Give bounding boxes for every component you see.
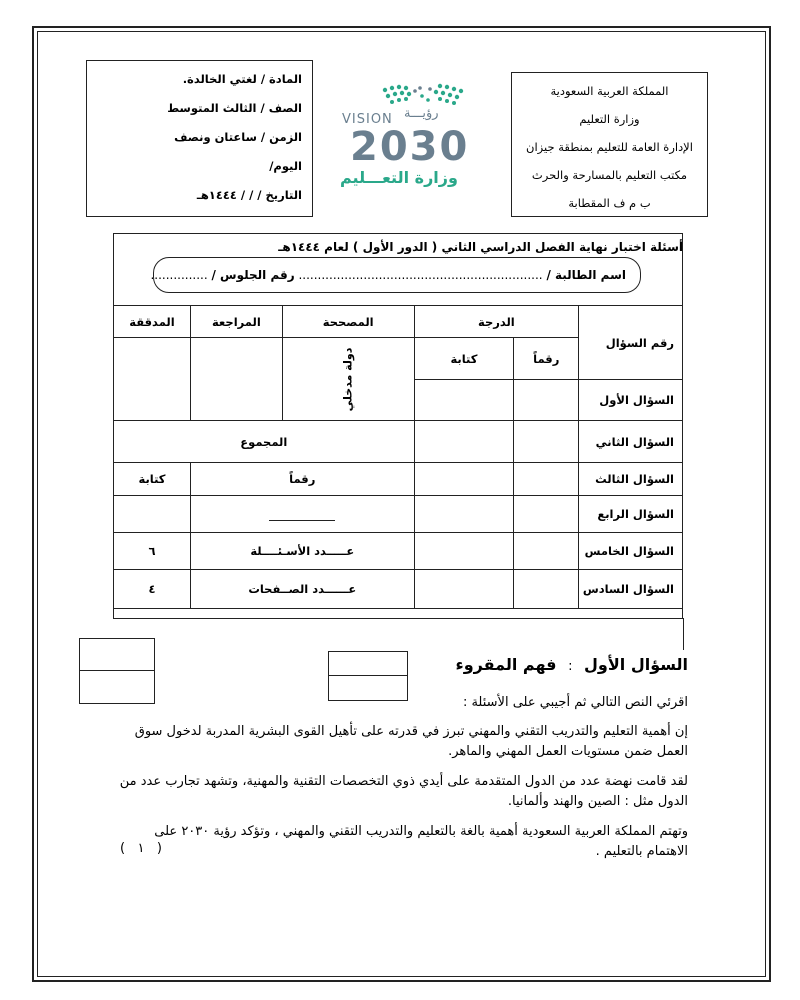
question-1-mark: ( ١ ) <box>120 841 162 856</box>
header-school-box <box>511 72 708 217</box>
table-row <box>114 306 683 338</box>
total-digits-line <box>269 520 335 521</box>
corrector-signature-cell <box>282 338 414 421</box>
grade-words-cell[interactable] <box>414 533 514 570</box>
vision-word: VISION <box>342 112 393 127</box>
subject-field: المادة / لغتي الخالدة. <box>182 72 302 86</box>
page-count-label: عــــــدد الصــفحات <box>190 570 414 609</box>
seat-number-field[interactable]: ............... <box>150 268 208 282</box>
total-digits-cell[interactable] <box>190 496 414 533</box>
page-count-value: ٤ <box>114 570 191 609</box>
margin-rule <box>683 618 684 650</box>
grade-words-cell[interactable] <box>414 421 514 463</box>
table-row <box>114 496 683 533</box>
country-name: المملكة العربية السعودية <box>550 84 669 98</box>
grade-words-cell[interactable] <box>414 570 514 609</box>
vision-2030-logo <box>340 80 490 190</box>
reading-paragraph: وتهتم المملكة العربية السعودية أهمية بالغة بالتعليم والتدريب التقني والمهني ، وتؤكد رؤية ٢٠٣٠ على الاهتمام بالتعليم . <box>154 824 688 859</box>
school-name: ب م ف المقطابة <box>568 196 651 210</box>
grade-field: الصف / الثالث المتوسط <box>167 101 302 115</box>
question-label: السؤال الخامس <box>579 533 683 570</box>
student-info-box <box>150 257 641 293</box>
question-label: السؤال الأول <box>579 380 683 421</box>
question-count-value: ٦ <box>114 533 191 570</box>
header-reviewer: المراجعة <box>190 306 282 338</box>
total-label: المجموع <box>114 421 415 463</box>
seat-number-label: رقم الجلوس / <box>211 268 295 282</box>
score-box-divider <box>80 670 154 671</box>
question-label: السؤال الرابع <box>579 496 683 533</box>
ministry-logo-text: وزارة التعـــليم <box>340 168 458 187</box>
total-words-cell[interactable] <box>114 496 191 533</box>
reading-instruction: اقرئي النص التالي ثم أجيبي على الأسئلة : <box>462 695 688 710</box>
header-corrector: المصححة <box>282 306 414 338</box>
office-name: مكتب التعليم بالمسارحة والحرث <box>531 168 688 182</box>
header-words: كتابة <box>414 338 514 380</box>
directorate-name: الإدارة العامة للتعليم بمنطقة جيزان <box>526 140 693 154</box>
grade-digits-cell[interactable] <box>514 421 579 463</box>
vision-year: 2030 <box>350 124 470 170</box>
grade-words-cell[interactable] <box>414 380 514 421</box>
header-grade: الدرجة <box>414 306 579 338</box>
reading-paragraph: لقد قامت نهضة عدد من الدول المتقدمة على أيدي ذوي التخصصات التقنية والمهنية، وتشهد تجارب عدد من الدول مثل : الصين والهند وألمانيا. <box>119 774 688 809</box>
header-auditor: المدققة <box>114 306 191 338</box>
grades-table <box>113 305 683 609</box>
header-digits: رقماً <box>514 338 579 380</box>
question-label: السؤال الثاني <box>579 421 683 463</box>
question-label: السؤال الثالث <box>579 463 683 496</box>
grade-digits-cell[interactable] <box>514 496 579 533</box>
total-digits-label: رقماً <box>190 463 414 496</box>
table-row <box>114 570 683 609</box>
auditor-signature-cell <box>114 338 191 421</box>
question-count-label: عـــــدد الأسـئــــلة <box>190 533 414 570</box>
table-row <box>114 533 683 570</box>
student-name-field[interactable]: ................................................................ <box>298 268 543 282</box>
question-1-colon: : <box>568 659 573 674</box>
grade-digits-cell[interactable] <box>514 463 579 496</box>
grade-digits-cell[interactable] <box>514 570 579 609</box>
table-row <box>114 463 683 496</box>
date-field: التاريخ / / / ١٤٤٤هـ <box>196 188 302 202</box>
grade-words-cell[interactable] <box>414 496 514 533</box>
question-1-title: السؤال الأول <box>584 655 688 674</box>
duration-field: الزمن / ساعتان ونصف <box>174 130 302 144</box>
reading-paragraph: إن أهمية التعليم والتدريب التقني والمهني تبرز في قدرته على تأهيل القوى البشرية المدربة لدخول سوق العمل ضمن مستويات العمل المهني والماهر. <box>134 724 688 759</box>
question-1-subtitle: فهم المقروء <box>455 655 557 674</box>
header-subject-box <box>86 60 313 217</box>
ministry-name: وزارة التعليم <box>579 112 640 126</box>
student-name-label: اسم الطالبة / <box>546 268 626 282</box>
grade-digits-cell[interactable] <box>514 533 579 570</box>
grade-words-cell[interactable] <box>414 463 514 496</box>
header-question-number: رقم السؤال <box>579 306 683 380</box>
table-row <box>114 421 683 463</box>
total-words-label: كتابة <box>114 463 191 496</box>
question-label: السؤال السادس <box>579 570 683 609</box>
question-1-heading <box>456 655 688 674</box>
reviewer-signature-cell <box>190 338 282 421</box>
grade-digits-cell[interactable] <box>514 380 579 421</box>
vision-arabic: رؤيـــة <box>404 106 439 121</box>
day-field: اليوم/ <box>269 159 302 173</box>
score-box-divider <box>329 675 407 676</box>
exam-title: أسئلة اختبار نهاية الفصل الدراسي الثاني ( الدور الأول ) لعام ١٤٤٤هـ <box>278 240 683 254</box>
corrector-stamp: دولة مدخلي <box>341 347 355 412</box>
